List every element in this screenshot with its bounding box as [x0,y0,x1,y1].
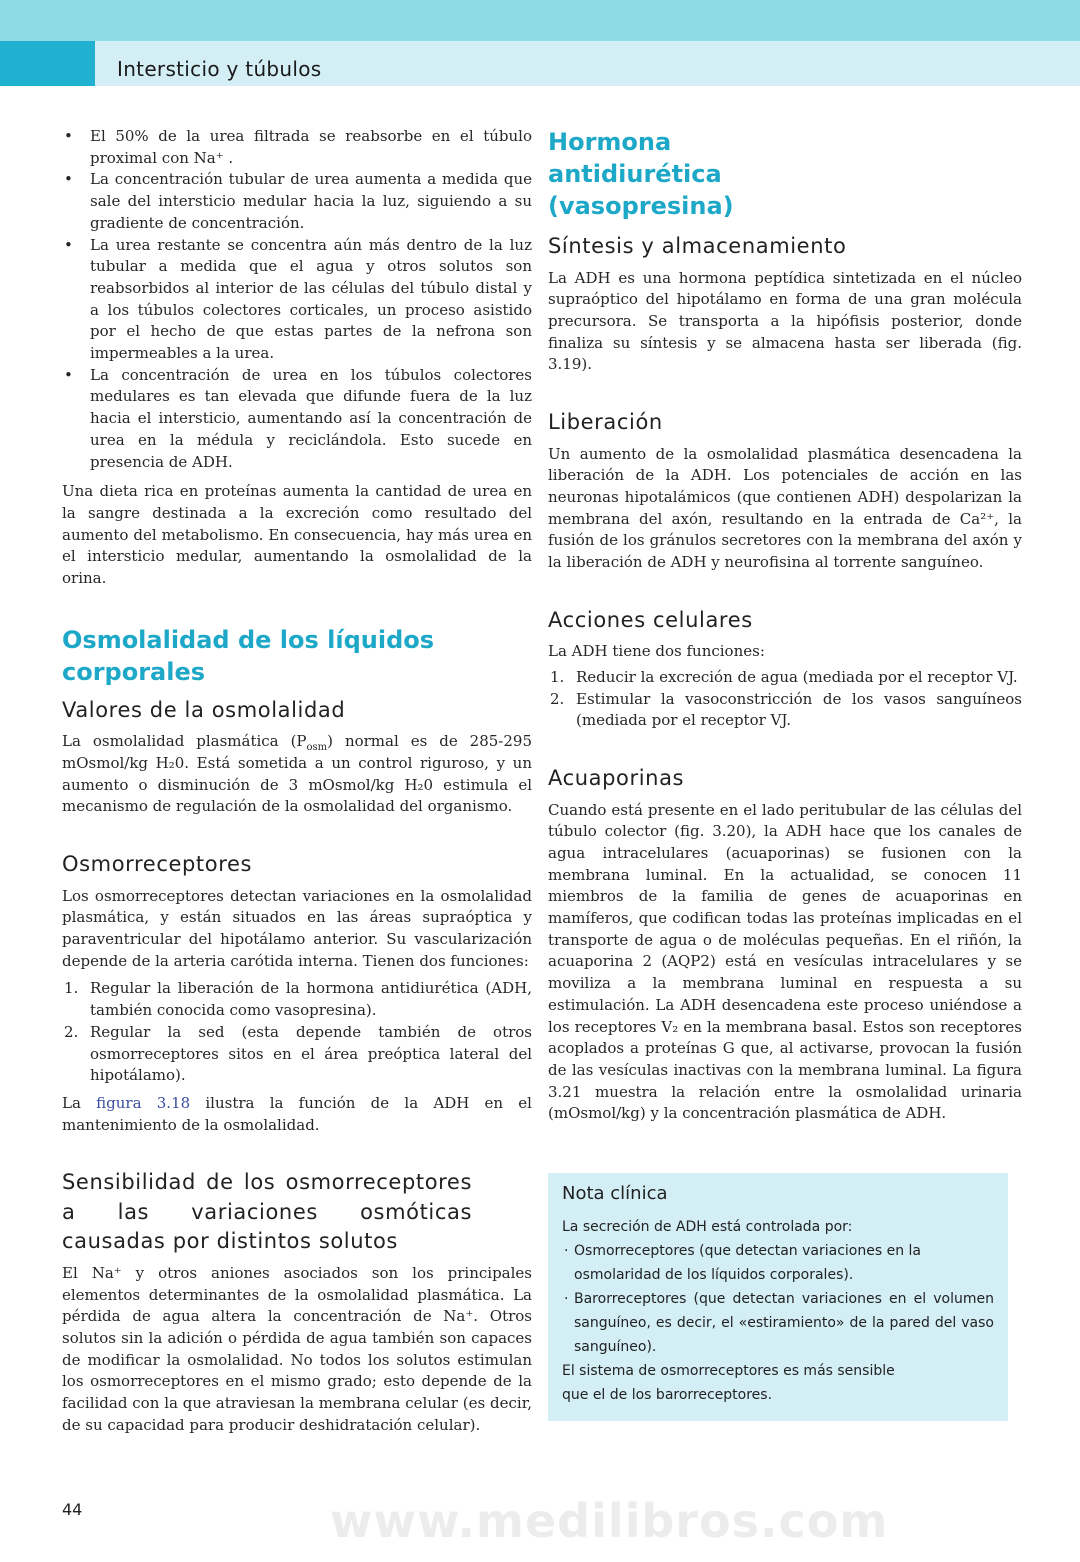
list-item: • La concentración de urea en los túbulos colectores medulares es tan elevada que difunde fuera de la luz hacia el intersticio, aumentando así la concentración de urea en la médula y reciclándola. Esto sucede en presencia de ADH. [64,365,532,471]
note-conclusion: El sistema de osmorreceptores es más sensible que el de los barorreceptores. [562,1363,895,1404]
list-item: • El 50% de la urea filtrada se reabsorbe en el túbulo proximal con Na⁺ . [64,127,532,167]
heading-acciones: Acciones celulares [548,607,753,632]
text: ilustra la función de la ADH en el mantenimiento de la osmolalidad. [62,1093,532,1134]
list-item: • La concentración tubular de urea aumenta a medida que sale del intersticio medular hacia la luz, siguiendo a su gradiente de concentración. [64,170,532,232]
page-number: 44 [62,1500,83,1519]
text: ) normal es de 285-295 mOsmol/kg H₂0. Está sometida a un control riguroso, y un aumento o disminución de 3 mOsmol/kg H₂0 estimula el mecanismo de regulación de la osmolalidad del organismo. [62,732,532,816]
item-text: Osmorreceptores (que detectan variaciones en la osmolaridad de los líquidos corporales). [574,1243,921,1284]
item-text: Regular la sed (esta depende también de otros osmorreceptores sitos en el área preóptica lateral del hipotálamo). [90,1022,532,1085]
values-paragraph [62,731,532,818]
section-title-osmolalidad: Osmolalidad de los líquidos corporales [62,625,435,686]
section-title-adh: Hormona antidiurética (vasopresina) [548,128,734,220]
list-item: 2. Estimular la vasoconstricción de los vasos sanguíneos (mediada por el receptor VJ. [550,689,1022,730]
actions-intro: La ADH tiene dos funciones: [548,642,765,661]
release-paragraph: Un aumento de la osmolalidad plasmática desencadena la liberación de la ADH. Los potenciales de acción en las neuronas hipotalámicos (que contienen ADH) despolarizan la membrana del axón, resultando en la entrada de Ca²⁺, la fusión de los gránulos secretores con la membrana del axón y la liberación de ADH y neurofisina al torrente sanguíneo. [548,444,1022,572]
subscript: osm [306,742,328,754]
figure-link[interactable]: figura 3.18 [96,1093,191,1112]
list-item: • La urea restante se concentra aún más dentro de la luz tubular a medida que el agua y otros solutos son reabsorbidos al interior de las células del túbulo distal y a los túbulos colectores corticales, un proceso asistido por el hecho de que estas partes de la nefrona son impermeables a la urea. [64,235,532,363]
note-intro: La secreción de ADH está controlada por: [562,1219,853,1236]
heading-osmorreceptores: Osmorreceptores [62,852,253,877]
bullet-text: La urea restante se concentra aún más dentro de la luz tubular a medida que el agua y otros solutos son reabsorbidos al interior de las células del túbulo distal y a los túbulos colectores corticales, un proceso asistido por el hecho de que estas partes de la nefrona son impermeables a la urea. [90,235,532,363]
heading-acuaporinas: Acuaporinas [548,766,685,791]
item-text: Estimular la vasoconstricción de los vasos sanguíneos (mediada por el receptor VJ. [576,689,1022,730]
left-column [62,126,532,1436]
actions-list [548,667,1022,732]
heading-sensibilidad: Sensibilidad de los osmorreceptores a las variaciones osmóticas causadas por distintos solutos [62,1170,472,1254]
item-text: Reducir la excreción de agua (mediada por el receptor VJ. [576,667,1018,686]
text: La [62,1093,97,1112]
note-item: · Barorreceptores (que detectan variaciones en el volumen sanguíneo, es decir, el «estiramiento» de la pared del vaso sanguíneo). [564,1291,994,1356]
heading-liberacion: Liberación [548,410,663,435]
chapter-title: Intersticio y túbulos [117,57,322,81]
text: La osmolalidad plasmática (P [62,732,307,751]
bullet-text: La concentración tubular de urea aumenta a medida que sale del intersticio medular hacia la luz, siguiendo a su gradiente de concentración. [90,170,532,232]
bullet-text: El 50% de la urea filtrada se reabsorbe en el túbulo proximal con Na⁺ . [90,127,532,167]
list-item: 1. Reducir la excreción de agua (mediada por el receptor VJ. [550,667,1018,686]
figure-paragraph [62,1093,532,1136]
heading-valores: Valores de la osmolalidad [62,697,346,722]
urea-bullet-list [62,126,532,473]
item-text: Regular la liberación de la hormona antidiurética (ADH, también conocida como vasopresina). [90,979,532,1020]
item-text: Barorreceptores (que detectan variaciones en el volumen sanguíneo, es decir, el «estiramiento» de la pared del vaso sanguíneo). [574,1291,994,1356]
list-item: 1. Regular la liberación de la hormona antidiurética (ADH, también conocida como vasopresina). [64,979,532,1020]
list-item: 2. Regular la sed (esta depende también de otros osmorreceptores sitos en el área preóptica lateral del hipotálamo). [64,1022,532,1085]
note-item: · Osmorreceptores (que detectan variaciones en la osmolaridad de los líquidos corporales). [564,1243,921,1284]
aqua-paragraph: Cuando está presente en el lado peritubular de las células del túbulo colector (fig. 3.20), la ADH hace que los canales de agua intracelulares (acuaporinas) se fusionen con la membrana luminal. En la actualidad, se conocen 11 miembros de la familia de genes de acuaporinas en mamíferos, que codifican todas las proteínas implicadas en el transporte de agua o de moléculas pequeñas. En el riñón, la acuaporina 2 (AQP2) está en vesículas intracelulares y se moviliza a la membrana luminal en respuesta a su estimulación. La ADH desencadena este proceso uniéndose a los receptores V₂ en la membrana basal. Estos son receptores acoplados a proteínas G que, al activarse, provocan la fusión de las vesículas inactivas con la membrana luminal. La figura 3.21 muestra la relación entre la osmolalidad urinaria (mOsmol/kg) y la concentración plasmática de ADH. [548,800,1022,1123]
header-accent-block [0,41,95,86]
bullet-text: La concentración de urea en los túbulos colectores medulares es tan elevada que difunde fuera de la luz hacia el intersticio, aumentando así la concentración de urea en la médula y reciclándola. Esto sucede en presencia de ADH. [90,365,532,471]
sens-paragraph: El Na⁺ y otros aniones asociados son los principales elementos determinantes de la osmolalidad plasmática. La pérdida de agua altera la concentración de Na⁺. Otros solutos sin la adición o pérdida de agua también son capaces de modificar la osmolalidad. No todos los solutos estimulan los osmorreceptores en el mismo grado; esto depende de la facilidad con la que atraviesan la membrana celular (es decir, de su capacidad para producir deshidratación celular). [62,1263,532,1434]
clinical-note-box [548,1173,1008,1421]
right-column [548,126,1022,1421]
synth-paragraph: La ADH es una hormona peptídica sintetizada en el núcleo supraóptico del hipotálamo en forma de una gran molécula precursora. Se transporta a la hipófisis posterior, donde finaliza su síntesis y se almacena hasta ser liberada (fig. 3.19). [548,268,1022,374]
osmo-paragraph: Los osmorreceptores detectan variaciones en la osmolalidad plasmática, y están situados en las áreas supraóptica y paraventricular del hipotálamo anterior. Su vascularización depende de la arteria carótida interna. Tienen dos funciones: [62,886,532,970]
diet-paragraph: Una dieta rica en proteínas aumenta la cantidad de urea en la sangre destinada a la excreción como resultado del aumento del metabolismo. En consecuencia, hay más urea en el intersticio medular, aumentando la osmolalidad de la orina. [62,482,532,588]
note-body [562,1215,994,1407]
osmo-function-list [62,978,532,1087]
note-title: Nota clínica [562,1183,668,1205]
heading-sintesis: Síntesis y almacenamiento [548,234,847,258]
watermark: www.medilibros.com [330,1494,889,1548]
top-color-band [0,0,1080,41]
